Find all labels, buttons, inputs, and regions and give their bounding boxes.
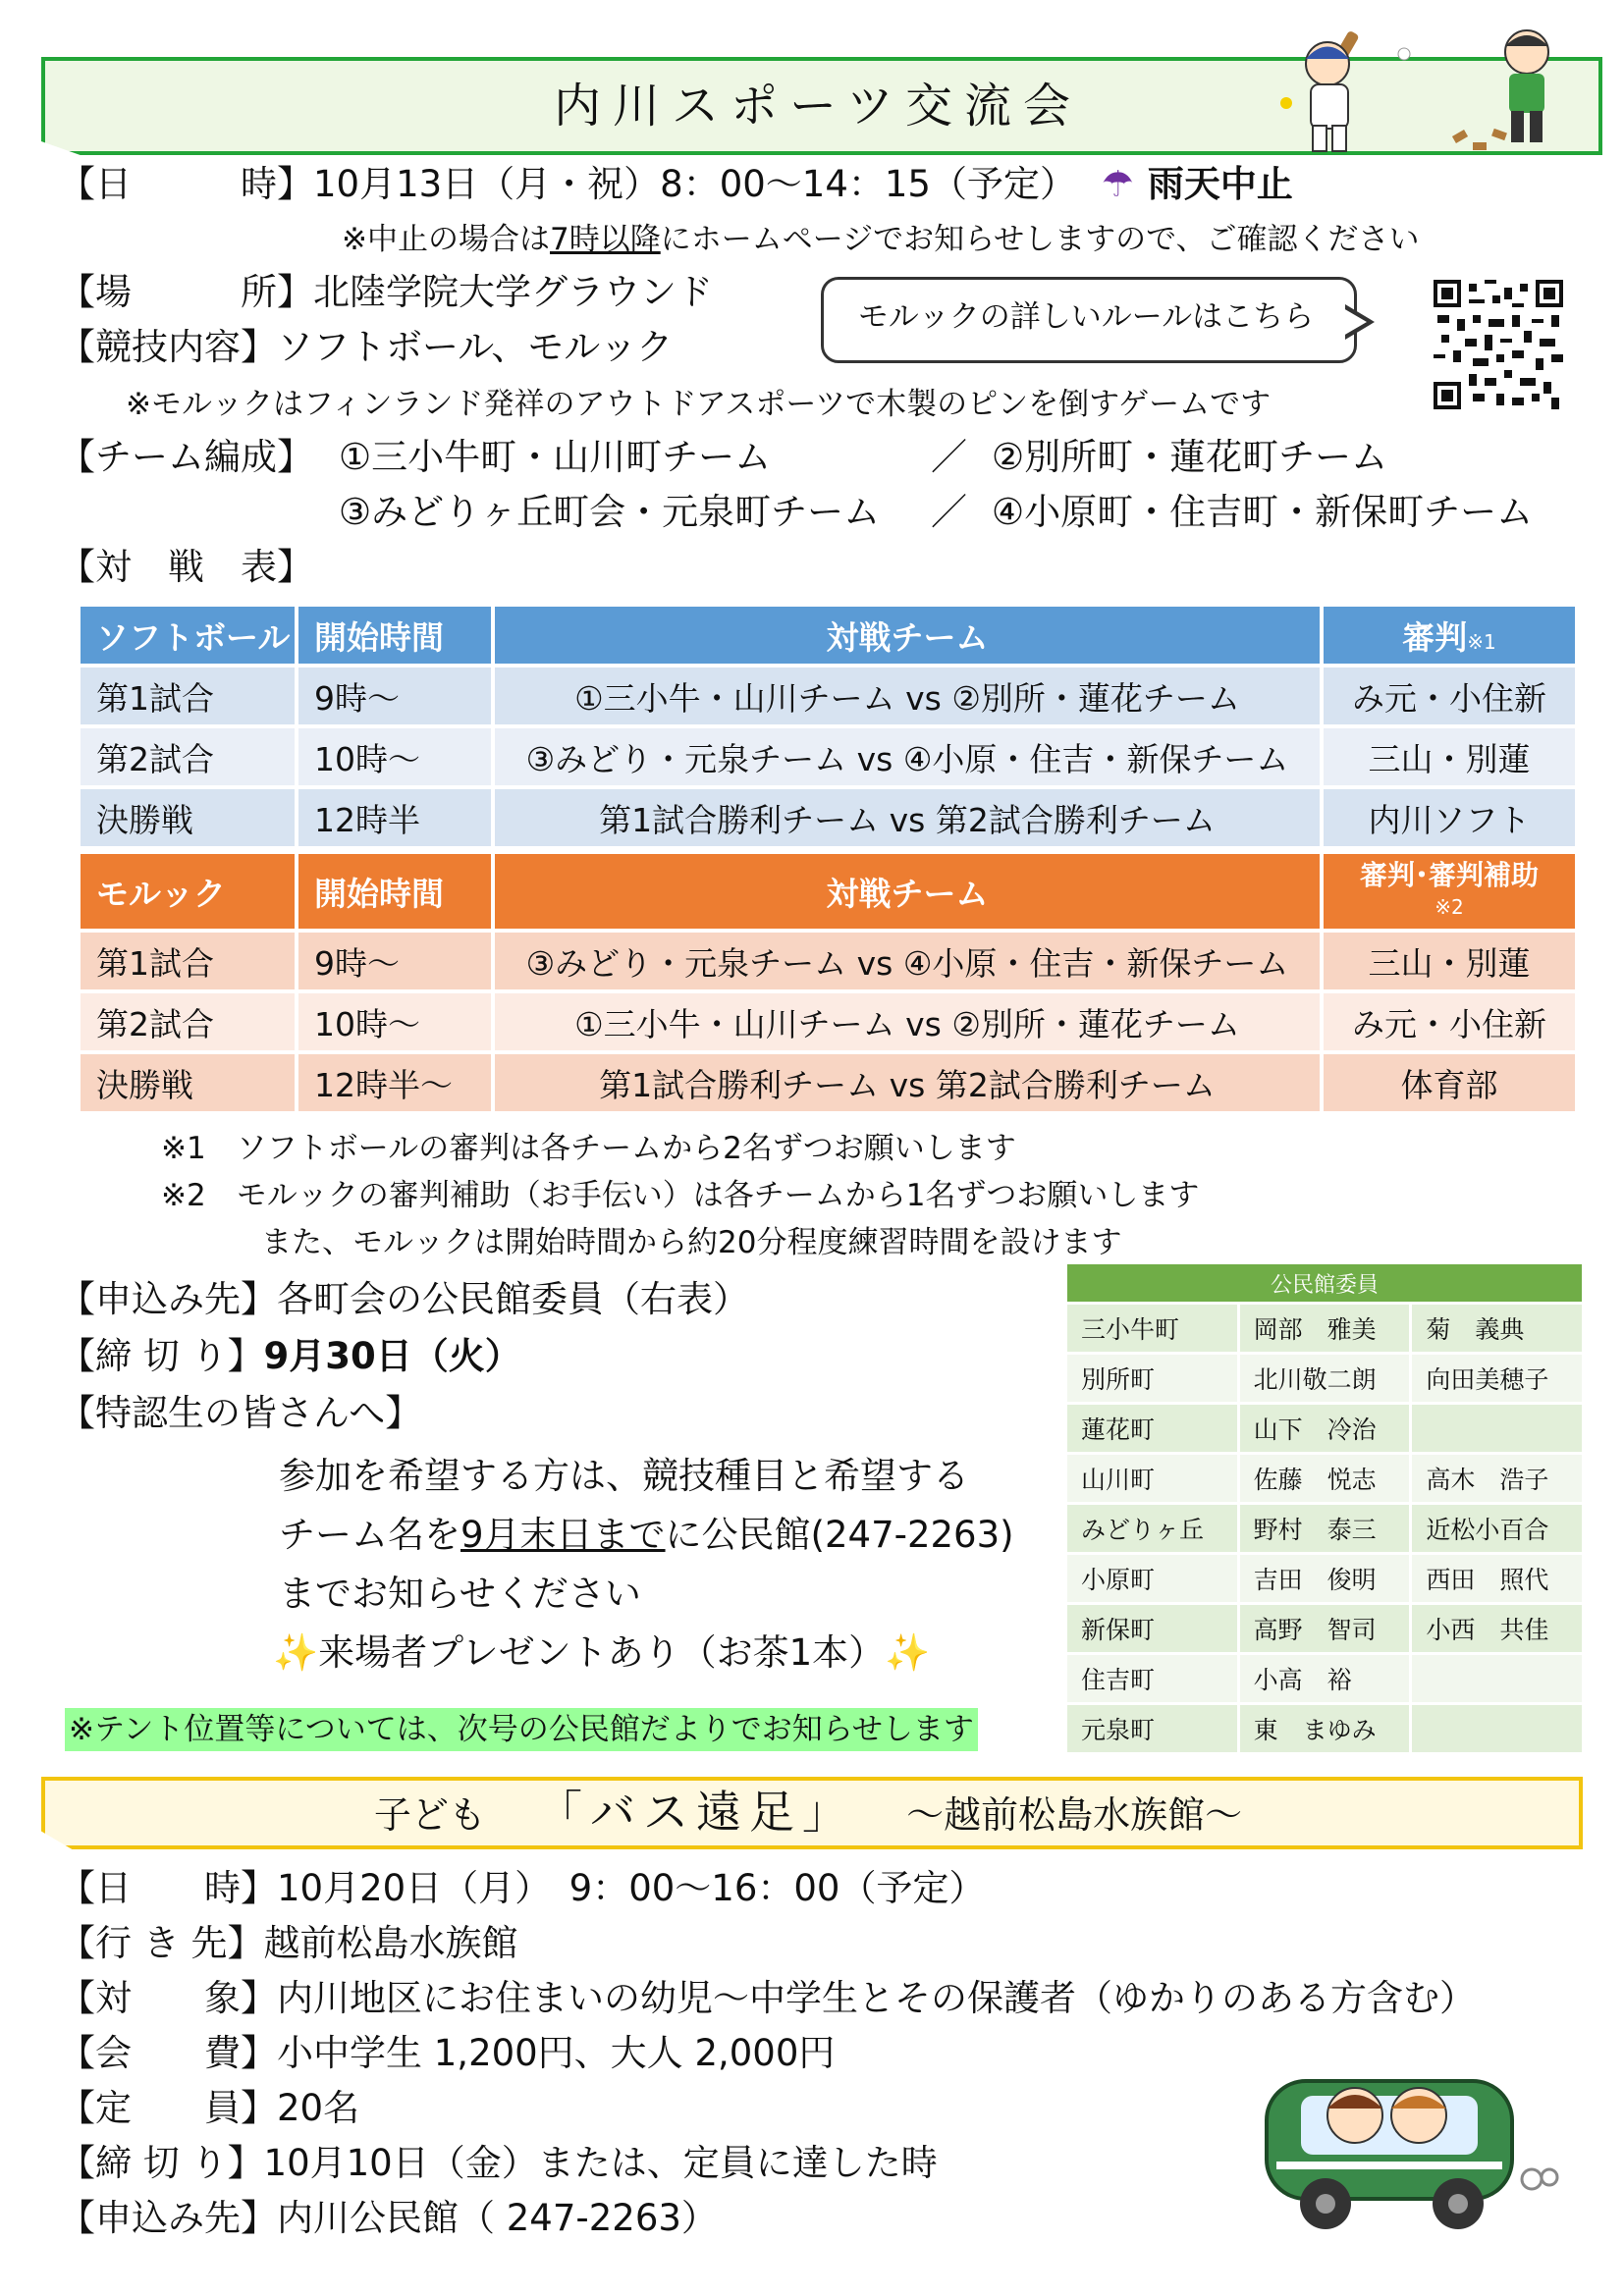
- bus-row-value: 小中学生 1,200円、大人 2,000円: [277, 2032, 836, 2074]
- header-referee: [1324, 854, 1575, 929]
- match-referee: 体育部: [1324, 1054, 1575, 1111]
- bubble-text: モルックの詳しいルールはこちら: [857, 299, 1315, 335]
- committee-member: 近松小百合: [1412, 1505, 1582, 1552]
- page-title: 内川スポーツ交流会: [553, 79, 1083, 133]
- committee-member: 北川敬二朗: [1240, 1355, 1410, 1402]
- baseball-player-illustration: [1267, 20, 1414, 157]
- bus-row-value: 内川公民館（ 247-2263）: [277, 2197, 718, 2239]
- table-row: [81, 1054, 1575, 1111]
- match-referee: 三山・別蓮: [1324, 728, 1575, 785]
- team-3: ③みどりヶ丘町会・元泉町チーム: [339, 491, 881, 533]
- match-time: 9時～: [298, 933, 491, 989]
- committee-member: [1412, 1655, 1582, 1702]
- match-time: 9時～: [298, 667, 491, 724]
- deadline-label: 【締 切 り】: [59, 1335, 264, 1377]
- bus-row: [59, 1971, 1476, 2026]
- match-name: 第1試合: [81, 933, 295, 989]
- table-row: [81, 667, 1575, 724]
- committee-member: 小高 裕: [1240, 1655, 1410, 1702]
- table-row: [81, 933, 1575, 989]
- committee-town: 住吉町: [1067, 1655, 1237, 1702]
- table-row: [1067, 1555, 1582, 1602]
- bus-trip-title: [41, 1779, 1575, 1848]
- date-label: 【日 時】: [59, 163, 313, 205]
- table-row: [81, 789, 1575, 846]
- table-row: [1067, 1705, 1582, 1752]
- table-row: [1067, 1305, 1582, 1352]
- header-teams: 対戦チーム: [495, 607, 1320, 664]
- match-teams: 第1試合勝利チーム vs 第2試合勝利チーム: [495, 789, 1320, 846]
- match-teams: ③みどり・元泉チーム vs ④小原・住吉・新保チーム: [495, 933, 1320, 989]
- committee-town: 山川町: [1067, 1455, 1237, 1502]
- molkky-note: ※モルックはフィンランド発祥のアウトドアスポーツで木製のピンを倒すゲームです: [126, 387, 1272, 422]
- bus-illustration: [1247, 2042, 1571, 2238]
- table-row: [1067, 1455, 1582, 1502]
- table-row: [1067, 1505, 1582, 1552]
- header-referee-label: 審判: [1402, 617, 1468, 657]
- committee-member: [1412, 1705, 1582, 1752]
- ground-illustration: [1448, 113, 1527, 162]
- committee-member: 西田 照代: [1412, 1555, 1582, 1602]
- committee-town: 新保町: [1067, 1605, 1237, 1652]
- bus-title-main: 「バス遠足」: [537, 1786, 855, 1839]
- header-referee-note: ※1: [1467, 629, 1496, 654]
- match-name: 第1試合: [81, 667, 295, 724]
- table-label: 【対 戦 表】: [59, 546, 313, 588]
- table-row: [1067, 1655, 1582, 1702]
- committee-member: 小西 共佳: [1412, 1605, 1582, 1652]
- sparkle-icon: ✨: [885, 1631, 931, 1674]
- softball-header-row: [81, 607, 1575, 664]
- header-referee-label: 審判･審判補助: [1359, 859, 1539, 891]
- bus-row-label: 【締 切 り】: [59, 2142, 264, 2184]
- header-referee-note: ※2: [1435, 895, 1464, 919]
- committee-member: 佐藤 悦志: [1240, 1455, 1410, 1502]
- team-separator: ／: [931, 491, 967, 533]
- qr-code-graphic: [1434, 280, 1563, 409]
- committee-town: 小原町: [1067, 1555, 1237, 1602]
- bus-row-value: 10月20日（月） 9：00～16：00（予定）: [277, 1867, 986, 1909]
- qr-code-icon[interactable]: [1434, 280, 1563, 409]
- apply-label: 【申込み先】: [59, 1278, 277, 1320]
- committee-member: 岡部 雅美: [1240, 1305, 1410, 1352]
- deadline-row: [59, 1331, 521, 1382]
- table-row: [1067, 1605, 1582, 1652]
- rain-note: 雨天中止: [1147, 163, 1293, 205]
- committee-title: 公民館委員: [1067, 1264, 1582, 1302]
- header-referee: [1324, 607, 1575, 664]
- special-label: 【特認生の皆さんへ】: [59, 1392, 422, 1434]
- match-referee: み元・小住新: [1324, 667, 1575, 724]
- cancel-note: ※中止の場合は7時以降にホームページでお知らせしますので、ご確認ください: [342, 222, 1420, 257]
- bus-row-label: 【対 象】: [59, 1977, 277, 2019]
- match-time: 10時～: [298, 728, 491, 785]
- committee-header: [1067, 1264, 1582, 1302]
- bus-row-label: 【行 き 先】: [59, 1922, 264, 1964]
- team-4: ④小原町・住吉町・新保町チーム: [992, 491, 1534, 533]
- molkky-header-row: [81, 854, 1575, 929]
- committee-member: 向田美穂子: [1412, 1355, 1582, 1402]
- header-teams: 対戦チーム: [495, 854, 1320, 929]
- match-name: 第2試合: [81, 993, 295, 1050]
- bus-row-label: 【定 員】: [59, 2087, 277, 2129]
- date-row: [59, 159, 1293, 210]
- deadline-value: 9月30日（火）: [263, 1335, 521, 1377]
- committee-member: 高木 浩子: [1412, 1455, 1582, 1502]
- header-start: 開始時間: [298, 607, 491, 664]
- committee-member: 東 まゆみ: [1240, 1705, 1410, 1752]
- match-time: 12時半: [298, 789, 491, 846]
- match-time: 10時～: [298, 993, 491, 1050]
- match-name: 第2試合: [81, 728, 295, 785]
- team-label: 【チーム編成】: [59, 436, 313, 478]
- sparkle-icon: ✨: [273, 1631, 319, 1674]
- bus-row: [59, 1916, 1476, 1971]
- bus-title-suffix: ～越前松島水族館～: [906, 1793, 1243, 1837]
- special-line-2a: チーム名を: [279, 1514, 460, 1556]
- committee-town: 三小牛町: [1067, 1305, 1237, 1352]
- committee-member: 吉田 俊明: [1240, 1555, 1410, 1602]
- table-row: [1067, 1355, 1582, 1402]
- note-1: ※1 ソフトボールの審判は各チームから2名ずつお願いします: [161, 1131, 1016, 1166]
- team-1: ①三小牛町・山川町チーム: [339, 436, 772, 478]
- committee-town: みどりヶ丘: [1067, 1505, 1237, 1552]
- place-row: 【場 所】北陸学院大学グラウンド: [59, 271, 713, 313]
- table-row: [81, 728, 1575, 785]
- team-2: ②別所町・蓮花町チーム: [992, 436, 1388, 478]
- match-teams: ③みどり・元泉チーム vs ④小原・住吉・新保チーム: [495, 728, 1320, 785]
- match-referee: み元・小住新: [1324, 993, 1575, 1050]
- match-name: 決勝戦: [81, 1054, 295, 1111]
- softball-table: [77, 603, 1579, 850]
- apply-value: 各町会の公民館委員（右表）: [277, 1278, 749, 1320]
- committee-member: 菊 義典: [1412, 1305, 1582, 1352]
- umbrella-icon: ☂: [1101, 163, 1134, 205]
- bus-row-value: 内川地区にお住まいの幼児～中学生とその保護者（ゆかりのある方含む）: [277, 1977, 1476, 2019]
- bus-row: [59, 1861, 1476, 1916]
- note-2: ※2 モルックの審判補助（お手伝い）は各チームから1名ずつお願いします: [161, 1178, 1200, 1213]
- special-line-2c: に公民館(247-2263): [665, 1514, 1014, 1556]
- present-text: 来場者プレゼントあり（お茶1本）: [318, 1631, 886, 1674]
- molkky-table: [77, 850, 1579, 1115]
- committee-town: 元泉町: [1067, 1705, 1237, 1752]
- table-row: [1067, 1405, 1582, 1452]
- special-line-3: までお知らせください: [279, 1573, 641, 1615]
- note-3: また、モルックは開始時間から約20分程度練習時間を設けます: [261, 1225, 1122, 1260]
- committee-member: 野村 泰三: [1240, 1505, 1410, 1552]
- match-teams: ①三小牛・山川チーム vs ②別所・蓮花チーム: [495, 667, 1320, 724]
- committee-member: 山下 冷治: [1240, 1405, 1410, 1452]
- bus-row-label: 【申込み先】: [59, 2197, 277, 2239]
- date-value: 10月13日（月・祝）8：00～14：15（予定）: [313, 163, 1076, 205]
- committee-town: 蓮花町: [1067, 1405, 1237, 1452]
- committee-town: 別所町: [1067, 1355, 1237, 1402]
- special-line-2b: 9月末日まで: [460, 1514, 666, 1556]
- event-row: 【競技内容】ソフトボール、モルック: [59, 326, 674, 368]
- bus-row-value: 10月10日（金）または、定員に達した時: [263, 2142, 938, 2184]
- committee-member: 高野 智司: [1240, 1605, 1410, 1652]
- apply-row: [59, 1274, 749, 1325]
- tent-note: ※テント位置等については、次号の公民館だよりでお知らせします: [65, 1708, 978, 1751]
- bus-row-value: 20名: [277, 2087, 360, 2129]
- bus-row-label: 【日 時】: [59, 1867, 277, 1909]
- special-line-2: [279, 1510, 1014, 1561]
- match-referee: 三山・別蓮: [1324, 933, 1575, 989]
- committee-table: [1064, 1261, 1585, 1755]
- match-referee: 内川ソフト: [1324, 789, 1575, 846]
- special-line-1: 参加を希望する方は、競技種目と希望する: [279, 1455, 969, 1497]
- present-row: [273, 1628, 930, 1679]
- match-teams: ①三小牛・山川チーム vs ②別所・蓮花チーム: [495, 993, 1320, 1050]
- bus-row-value: 越前松島水族館: [263, 1922, 518, 1964]
- header-start: 開始時間: [298, 854, 491, 929]
- header-sport: ソフトボール: [81, 607, 295, 664]
- match-teams: 第1試合勝利チーム vs 第2試合勝利チーム: [495, 1054, 1320, 1111]
- bus-row-label: 【会 費】: [59, 2032, 277, 2074]
- match-time: 12時半～: [298, 1054, 491, 1111]
- bus-title-prefix: 子ども: [373, 1793, 486, 1837]
- match-name: 決勝戦: [81, 789, 295, 846]
- committee-member: [1412, 1405, 1582, 1452]
- team-separator: ／: [931, 436, 967, 478]
- header-sport: モルック: [81, 854, 295, 929]
- table-row: [81, 993, 1575, 1050]
